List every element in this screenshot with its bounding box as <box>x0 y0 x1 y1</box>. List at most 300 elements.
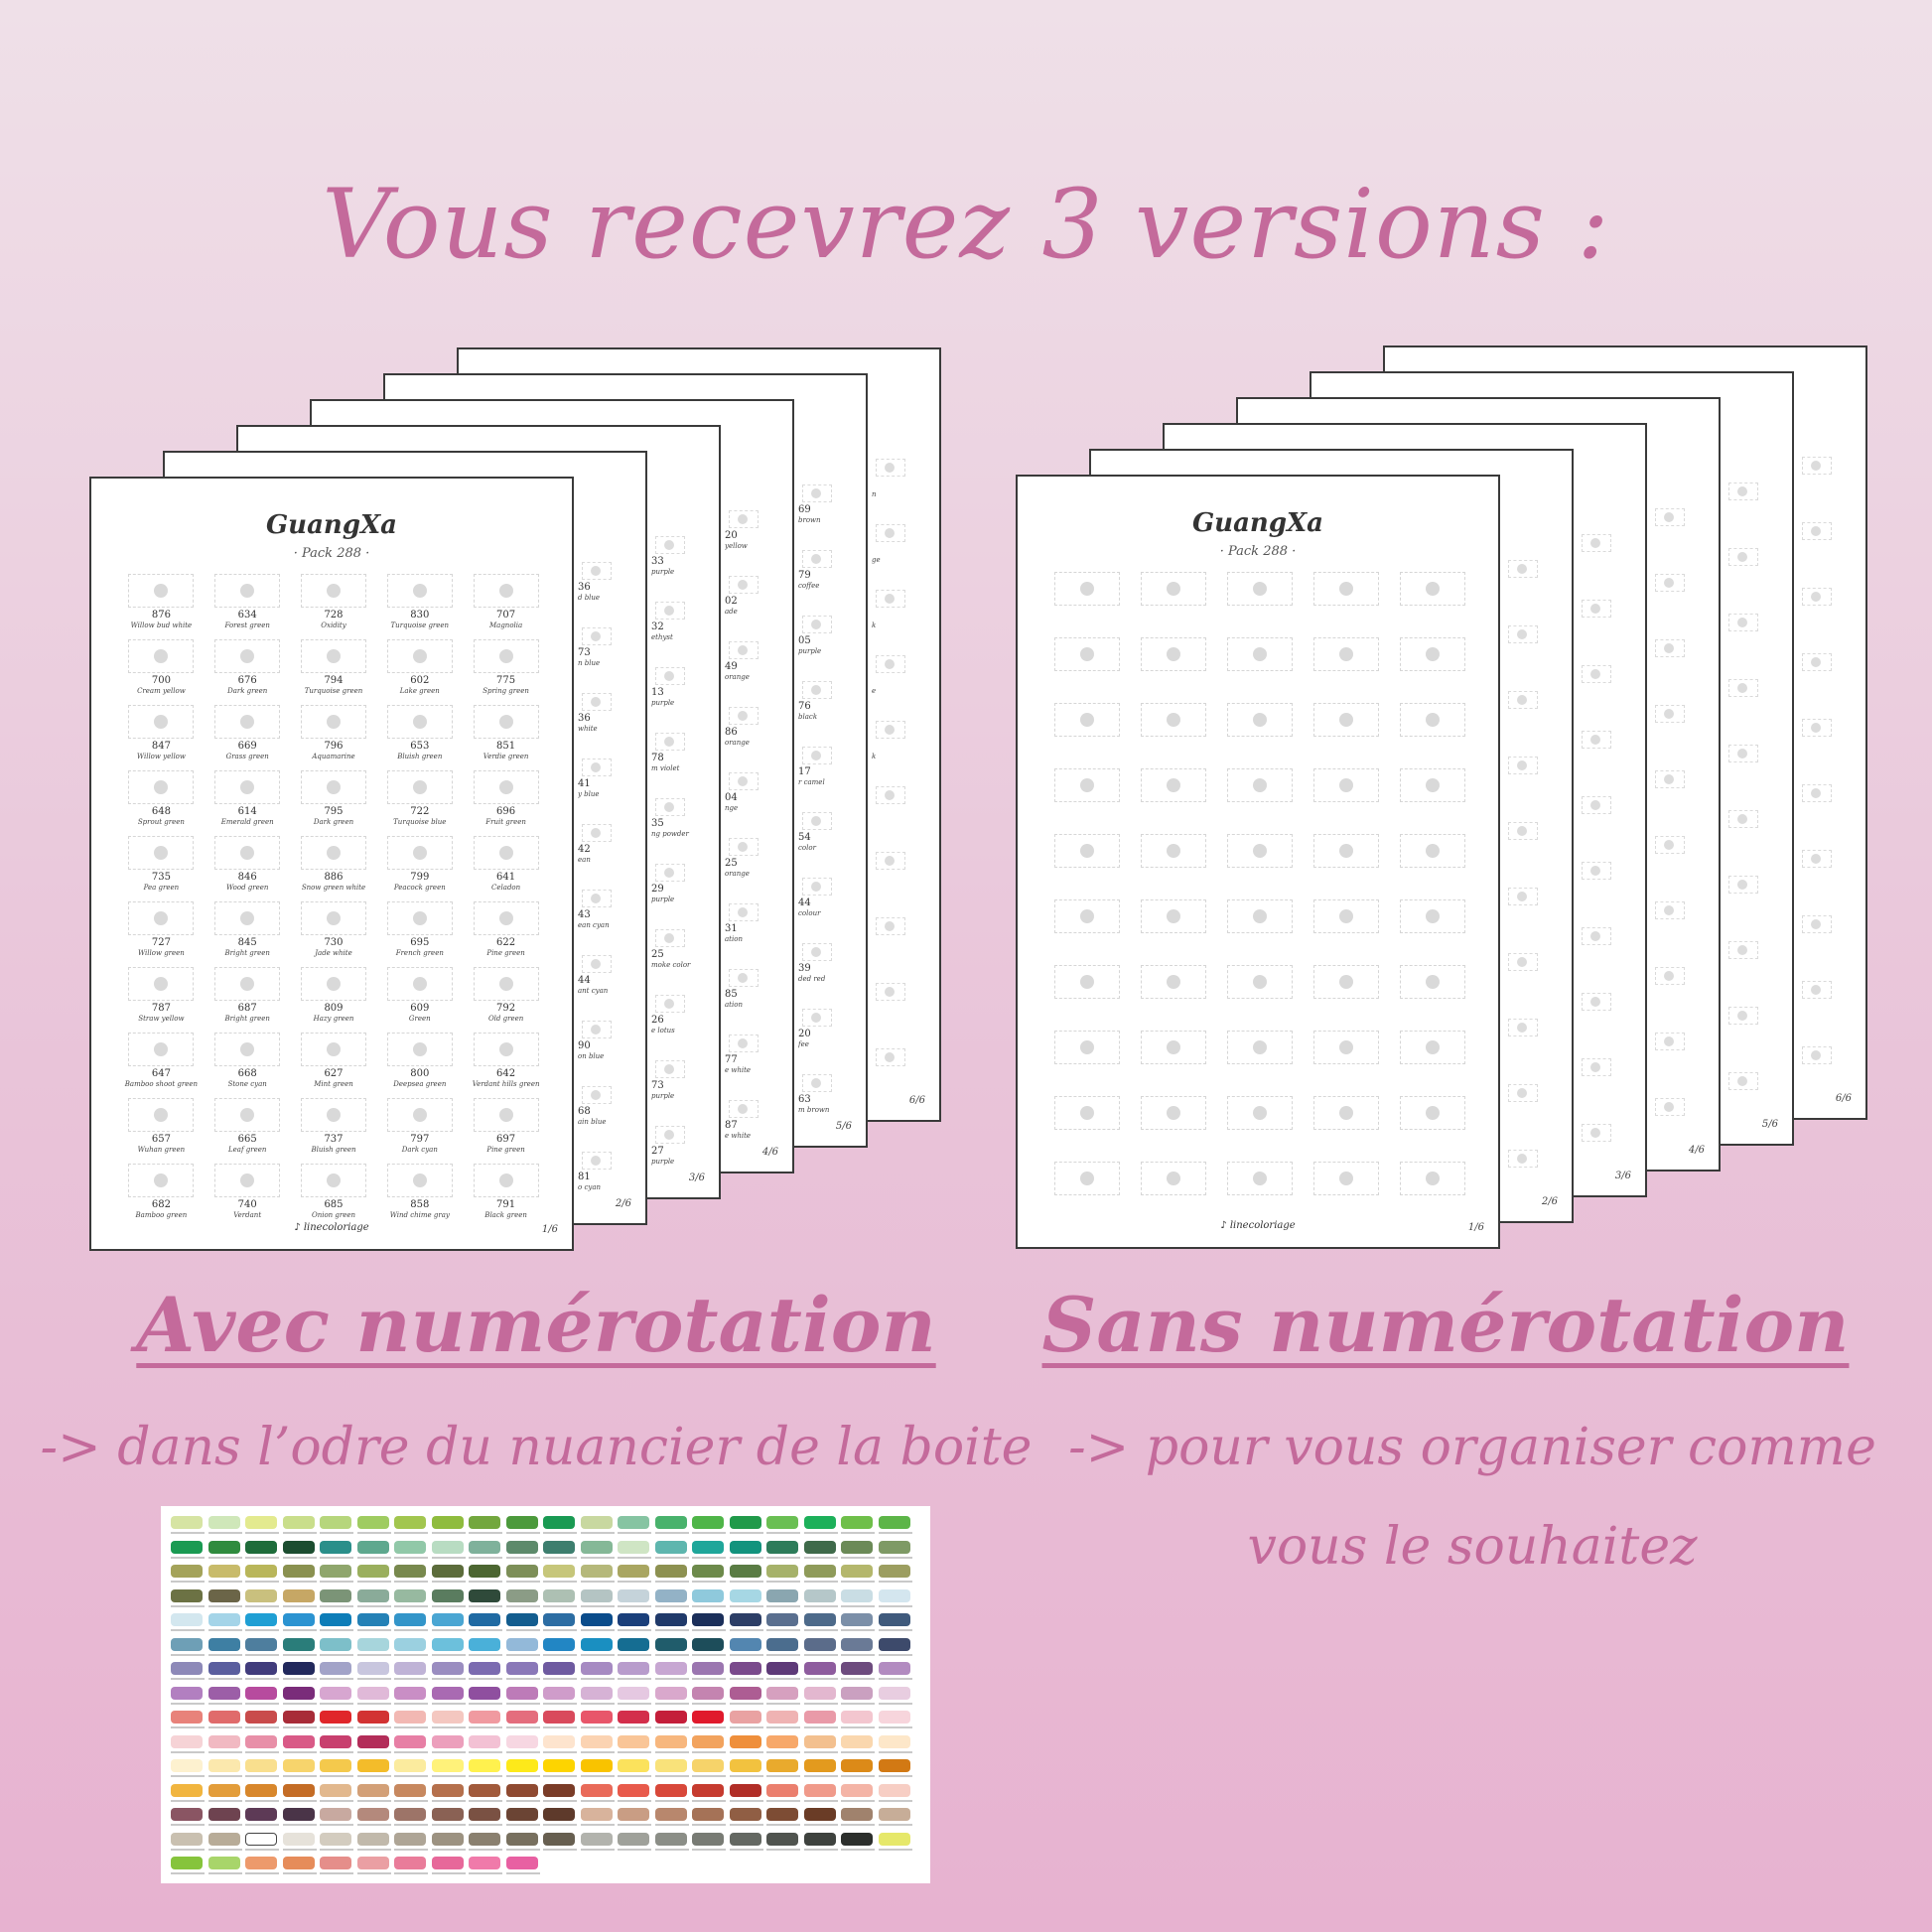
chart-swatch-label <box>543 1726 577 1728</box>
color-name: Straw yellow <box>138 1015 185 1023</box>
partial-color-name: e lotus <box>651 1027 675 1035</box>
color-swatch <box>301 1164 366 1197</box>
color-cell <box>127 901 196 967</box>
color-name: Dark green <box>227 687 268 695</box>
color-name: Bluish green <box>311 1146 356 1154</box>
chart-swatch-label <box>766 1751 800 1753</box>
color-name: Turquoise green <box>390 621 450 629</box>
chart-swatch-label <box>543 1581 577 1583</box>
color-swatch <box>387 1098 453 1132</box>
chart-swatch <box>283 1735 315 1748</box>
chart-swatch-label <box>320 1800 353 1802</box>
chart-swatch-label <box>208 1557 242 1559</box>
chart-swatch <box>432 1687 464 1700</box>
chart-swatch-label <box>618 1605 651 1607</box>
chart-swatch-label <box>692 1824 726 1826</box>
color-number: 634 <box>237 610 257 621</box>
swatch-slot <box>1508 888 1538 905</box>
chart-swatch <box>469 1784 500 1797</box>
chart-swatch <box>171 1808 203 1821</box>
chart-swatch <box>245 1589 277 1602</box>
chart-swatch <box>320 1565 351 1578</box>
chart-swatch <box>506 1759 538 1772</box>
color-cell <box>1311 1096 1380 1162</box>
color-grid <box>1053 572 1466 1227</box>
page-number: 1/6 <box>541 1224 558 1235</box>
chart-swatch-label <box>357 1557 391 1559</box>
swatch-slot <box>1508 1084 1538 1102</box>
chart-swatch-label <box>245 1872 279 1874</box>
color-swatch <box>1400 703 1465 737</box>
color-cell <box>472 901 540 967</box>
chart-swatch-label <box>841 1824 875 1826</box>
partial-color-number: 33 <box>651 556 664 567</box>
chart-swatch-label <box>841 1703 875 1705</box>
color-swatch <box>1141 1162 1206 1195</box>
chart-swatch <box>766 1662 798 1675</box>
chart-swatch-label <box>171 1532 205 1534</box>
chart-swatch-label <box>357 1703 391 1705</box>
chart-swatch-label <box>432 1532 466 1534</box>
chart-swatch-label <box>804 1703 838 1705</box>
color-swatch <box>1227 572 1293 606</box>
chart-swatch <box>692 1687 724 1700</box>
color-number: 707 <box>496 610 516 621</box>
chart-swatch-label <box>394 1557 428 1559</box>
color-cell <box>1226 1162 1295 1227</box>
color-cell <box>300 967 368 1033</box>
chart-swatch-label <box>469 1726 502 1728</box>
swatch-slot <box>802 1074 832 1092</box>
color-number: 602 <box>410 675 430 686</box>
chart-swatch-label <box>804 1532 838 1534</box>
partial-color-number: 36 <box>578 582 591 593</box>
partial-color-number: 42 <box>578 844 591 855</box>
chart-swatch-label <box>692 1557 726 1559</box>
chart-swatch-label <box>506 1800 540 1802</box>
chart-swatch-label <box>506 1775 540 1777</box>
chart-swatch <box>730 1711 761 1724</box>
chart-swatch <box>841 1735 873 1748</box>
color-name: Deepsea green <box>393 1080 447 1088</box>
color-cell <box>213 639 282 705</box>
chart-swatch-label <box>506 1557 540 1559</box>
chart-swatch <box>766 1565 798 1578</box>
chart-swatch <box>804 1735 836 1748</box>
swatch-slot <box>1728 876 1758 894</box>
swatch-slot <box>729 1035 759 1052</box>
color-number: 622 <box>496 937 516 948</box>
chart-swatch <box>841 1759 873 1772</box>
swatch-slot <box>582 955 612 973</box>
color-swatch <box>1054 899 1120 933</box>
chart-swatch <box>804 1833 836 1846</box>
chart-swatch <box>469 1857 500 1869</box>
chart-swatch <box>879 1565 910 1578</box>
chart-swatch-label <box>581 1581 615 1583</box>
color-name: Pine green <box>486 949 525 957</box>
chart-swatch <box>394 1687 426 1700</box>
chart-swatch-label <box>283 1654 317 1656</box>
partial-color-name: ation <box>725 935 743 943</box>
chart-swatch-label <box>730 1581 763 1583</box>
swatch-slot <box>1802 653 1832 671</box>
chart-swatch-label <box>432 1726 466 1728</box>
footer-credit: ♪ linecoloriage <box>1220 1220 1296 1231</box>
chart-swatch <box>432 1833 464 1846</box>
partial-color-name: orange <box>725 739 750 747</box>
chart-swatch <box>357 1784 389 1797</box>
chart-swatch-label <box>283 1824 317 1826</box>
chart-swatch-label <box>245 1581 279 1583</box>
color-swatch <box>1400 965 1465 999</box>
partial-color-name: white <box>578 725 598 733</box>
color-cell <box>124 1033 199 1098</box>
swatch-slot <box>1655 836 1685 854</box>
color-swatch <box>214 836 280 870</box>
partial-color-number: 35 <box>651 818 664 829</box>
chart-swatch-label <box>171 1751 205 1753</box>
chart-swatch-label <box>283 1678 317 1680</box>
chart-swatch-label <box>432 1703 466 1705</box>
color-name: Onion green <box>311 1211 356 1219</box>
partial-color-name: coffee <box>798 582 820 590</box>
color-name: Stone cyan <box>227 1080 267 1088</box>
chart-swatch <box>766 1589 798 1602</box>
chart-swatch <box>357 1687 389 1700</box>
swatch-slot <box>1582 1124 1611 1142</box>
chart-swatch-label <box>394 1849 428 1851</box>
chart-swatch-label <box>357 1654 391 1656</box>
partial-color-number: 25 <box>651 949 664 960</box>
chart-swatch <box>245 1711 277 1724</box>
swatch-slot <box>1802 719 1832 737</box>
color-name: Wood green <box>225 884 269 892</box>
swatch-slot <box>1582 665 1611 683</box>
partial-color-number: 43 <box>578 909 591 920</box>
color-number: 775 <box>496 675 516 686</box>
partial-color-number: 81 <box>578 1172 591 1182</box>
chart-swatch-label <box>357 1581 391 1583</box>
partial-color-number: 77 <box>725 1054 738 1065</box>
color-cell <box>1140 1162 1208 1227</box>
chart-swatch-label <box>320 1751 353 1753</box>
chart-swatch <box>432 1589 464 1602</box>
chart-swatch <box>730 1735 761 1748</box>
chart-swatch-label <box>171 1605 205 1607</box>
chart-swatch-label <box>320 1703 353 1705</box>
color-number: 695 <box>410 937 430 948</box>
chart-swatch <box>320 1541 351 1554</box>
color-cell <box>385 1164 454 1229</box>
chart-swatch <box>841 1784 873 1797</box>
color-name: Peacock green <box>393 884 446 892</box>
chart-swatch <box>879 1613 910 1626</box>
swatch-slot <box>802 747 832 764</box>
color-number: 809 <box>324 1003 344 1014</box>
chart-swatch <box>208 1541 240 1554</box>
swatch-slot <box>1582 1058 1611 1076</box>
chart-swatch <box>879 1735 910 1748</box>
color-number: 735 <box>151 872 171 883</box>
chart-swatch-label <box>357 1532 391 1534</box>
color-number: 730 <box>324 937 344 948</box>
chart-swatch-label <box>208 1751 242 1753</box>
chart-swatch <box>766 1833 798 1846</box>
chart-swatch <box>171 1662 203 1675</box>
color-name: Mint green <box>314 1080 353 1088</box>
color-cell <box>1140 572 1208 637</box>
chart-swatch <box>245 1516 277 1529</box>
chart-swatch-label <box>804 1557 838 1559</box>
chart-swatch-label <box>245 1557 279 1559</box>
color-cell <box>385 770 454 836</box>
page-number: 2/6 <box>1541 1196 1558 1207</box>
chart-swatch-label <box>320 1605 353 1607</box>
chart-swatch <box>432 1759 464 1772</box>
chart-swatch <box>208 1662 240 1675</box>
chart-swatch-label <box>618 1824 651 1826</box>
color-swatch <box>1313 1162 1379 1195</box>
chart-swatch <box>469 1613 500 1626</box>
swatch-slot <box>1802 915 1832 933</box>
swatch-slot <box>1655 967 1685 985</box>
chart-swatch <box>432 1711 464 1724</box>
chart-swatch-label <box>879 1654 912 1656</box>
chart-swatch-label <box>320 1629 353 1631</box>
chart-swatch-label <box>208 1532 242 1534</box>
partial-color-name: colour <box>798 909 821 917</box>
chart-swatch <box>766 1711 798 1724</box>
chart-swatch-label <box>171 1581 205 1583</box>
swatch-slot <box>1802 850 1832 868</box>
chart-swatch-label <box>208 1629 242 1631</box>
swatch-slot <box>1802 981 1832 999</box>
color-cell <box>1226 1096 1295 1162</box>
chart-swatch-label <box>208 1678 242 1680</box>
swatch-slot <box>876 917 905 935</box>
chart-swatch-label <box>432 1849 466 1851</box>
chart-swatch <box>320 1687 351 1700</box>
chart-swatch <box>245 1541 277 1554</box>
color-name: Wind chime gray <box>389 1211 450 1219</box>
color-swatch <box>474 967 539 1001</box>
partial-color-name: nge <box>725 804 739 812</box>
chart-swatch <box>692 1711 724 1724</box>
chart-swatch <box>171 1711 203 1724</box>
chart-swatch-label <box>804 1581 838 1583</box>
color-swatch <box>128 901 194 935</box>
chart-swatch-label <box>394 1751 428 1753</box>
chart-swatch-label <box>357 1751 391 1753</box>
chart-swatch-label <box>804 1726 838 1728</box>
color-swatch <box>301 901 366 935</box>
color-cell <box>385 574 454 639</box>
chart-swatch <box>655 1711 687 1724</box>
chart-swatch-label <box>879 1678 912 1680</box>
color-cell <box>1140 834 1208 899</box>
chart-swatch <box>432 1662 464 1675</box>
swatch-slot <box>582 627 612 645</box>
color-swatch <box>387 1164 453 1197</box>
chart-swatch-label <box>357 1775 391 1777</box>
chart-swatch <box>730 1687 761 1700</box>
color-swatch <box>1054 1162 1120 1195</box>
color-cell <box>213 836 282 901</box>
chart-swatch <box>432 1638 464 1651</box>
partial-color-name: y blue <box>578 790 600 798</box>
color-swatch <box>1227 637 1293 671</box>
partial-color-name: purple <box>651 1158 675 1166</box>
chart-swatch <box>730 1516 761 1529</box>
chart-swatch-label <box>469 1872 502 1874</box>
chart-swatch-label <box>841 1532 875 1534</box>
chart-swatch <box>171 1516 203 1529</box>
color-number: 792 <box>496 1003 516 1014</box>
chart-swatch <box>841 1687 873 1700</box>
chart-swatch <box>357 1565 389 1578</box>
swatch-slot <box>729 641 759 659</box>
chart-swatch <box>320 1613 351 1626</box>
chart-swatch <box>208 1808 240 1821</box>
swatch-slot <box>1655 574 1685 592</box>
color-cell <box>385 967 454 1033</box>
chart-swatch <box>543 1784 575 1797</box>
color-swatch <box>214 901 280 935</box>
chart-swatch-label <box>394 1824 428 1826</box>
swatch-slot <box>1655 770 1685 788</box>
chart-swatch-label <box>581 1532 615 1534</box>
chart-swatch <box>394 1735 426 1748</box>
chart-swatch <box>804 1808 836 1821</box>
color-number: 665 <box>237 1134 257 1145</box>
chart-swatch <box>171 1541 203 1554</box>
swatch-slot <box>802 1009 832 1027</box>
swatch-slot <box>876 786 905 804</box>
chart-swatch-label <box>730 1775 763 1777</box>
chart-swatch <box>692 1784 724 1797</box>
chart-swatch <box>469 1833 500 1846</box>
color-swatch <box>1141 1096 1206 1130</box>
chart-swatch-label <box>730 1678 763 1680</box>
swatch-slot <box>1582 862 1611 880</box>
chart-swatch <box>618 1638 649 1651</box>
chart-swatch <box>543 1735 575 1748</box>
chart-swatch <box>841 1613 873 1626</box>
chart-swatch-label <box>581 1678 615 1680</box>
color-number: 722 <box>410 806 430 817</box>
chart-swatch <box>879 1808 910 1821</box>
chart-swatch-label <box>730 1751 763 1753</box>
swatch-slot <box>582 693 612 711</box>
partial-color-number: 39 <box>798 963 811 974</box>
swatch-slot <box>802 484 832 502</box>
color-cell <box>1140 768 1208 834</box>
chart-swatch <box>618 1759 649 1772</box>
chart-swatch-label <box>581 1629 615 1631</box>
swatch-slot <box>655 536 685 554</box>
color-swatch <box>301 639 366 673</box>
partial-color-name: purple <box>798 647 822 655</box>
swatch-slot <box>1728 941 1758 959</box>
color-grid <box>124 574 540 1229</box>
chart-swatch-label <box>655 1751 689 1753</box>
chart-swatch <box>581 1541 613 1554</box>
chart-swatch <box>320 1516 351 1529</box>
page-number: 2/6 <box>615 1198 631 1209</box>
chart-swatch <box>581 1565 613 1578</box>
chart-swatch <box>357 1833 389 1846</box>
chart-swatch <box>245 1857 277 1869</box>
chart-swatch-label <box>432 1654 466 1656</box>
color-cell <box>127 967 196 1033</box>
chart-swatch <box>357 1759 389 1772</box>
chart-swatch <box>730 1662 761 1675</box>
color-swatch <box>474 1033 539 1066</box>
chart-swatch <box>394 1662 426 1675</box>
swatch-slot <box>729 903 759 921</box>
chart-swatch-label <box>581 1605 615 1607</box>
chart-swatch-label <box>469 1849 502 1851</box>
color-name: Emerald green <box>220 818 274 826</box>
color-swatch <box>1227 834 1293 868</box>
swatch-slot <box>1582 993 1611 1011</box>
color-cell <box>127 574 196 639</box>
color-swatch <box>1313 703 1379 737</box>
color-cell <box>1140 965 1208 1031</box>
chart-swatch-label <box>469 1824 502 1826</box>
color-cell <box>300 1033 368 1098</box>
chart-swatch-label <box>171 1872 205 1874</box>
color-cell <box>1398 768 1466 834</box>
swatch-slot <box>876 721 905 739</box>
chart-swatch-label <box>879 1824 912 1826</box>
chart-swatch-label <box>394 1605 428 1607</box>
color-swatch <box>1227 768 1293 802</box>
swatch-slot <box>1728 810 1758 828</box>
swatch-slot <box>1728 1007 1758 1025</box>
color-swatch <box>1313 768 1379 802</box>
color-swatch <box>474 1098 539 1132</box>
swatch-slot <box>1728 679 1758 697</box>
chart-swatch-label <box>804 1800 838 1802</box>
partial-color-number: 20 <box>725 530 738 541</box>
chart-swatch <box>804 1516 836 1529</box>
swatch-slot <box>729 1100 759 1118</box>
color-cell <box>1140 703 1208 768</box>
color-cell <box>472 1033 540 1098</box>
chart-swatch <box>766 1759 798 1772</box>
chart-swatch-label <box>245 1654 279 1656</box>
chart-swatch <box>283 1857 315 1869</box>
chart-swatch <box>730 1808 761 1821</box>
color-name: Sprout green <box>137 818 185 826</box>
color-name: French green <box>395 949 444 957</box>
color-swatch <box>474 705 539 739</box>
chart-swatch-label <box>283 1532 317 1534</box>
sheet-page-1 <box>1016 475 1500 1249</box>
color-cell <box>127 1098 196 1164</box>
chart-swatch <box>506 1516 538 1529</box>
swatch-slot <box>655 733 685 751</box>
color-swatch <box>1400 1031 1465 1064</box>
swatch-slot <box>876 655 905 673</box>
chart-swatch-label <box>692 1532 726 1534</box>
partial-color-number: 25 <box>725 858 738 869</box>
color-cell <box>1398 572 1466 637</box>
chart-swatch-label <box>469 1800 502 1802</box>
color-name: Turquoise green <box>304 687 363 695</box>
